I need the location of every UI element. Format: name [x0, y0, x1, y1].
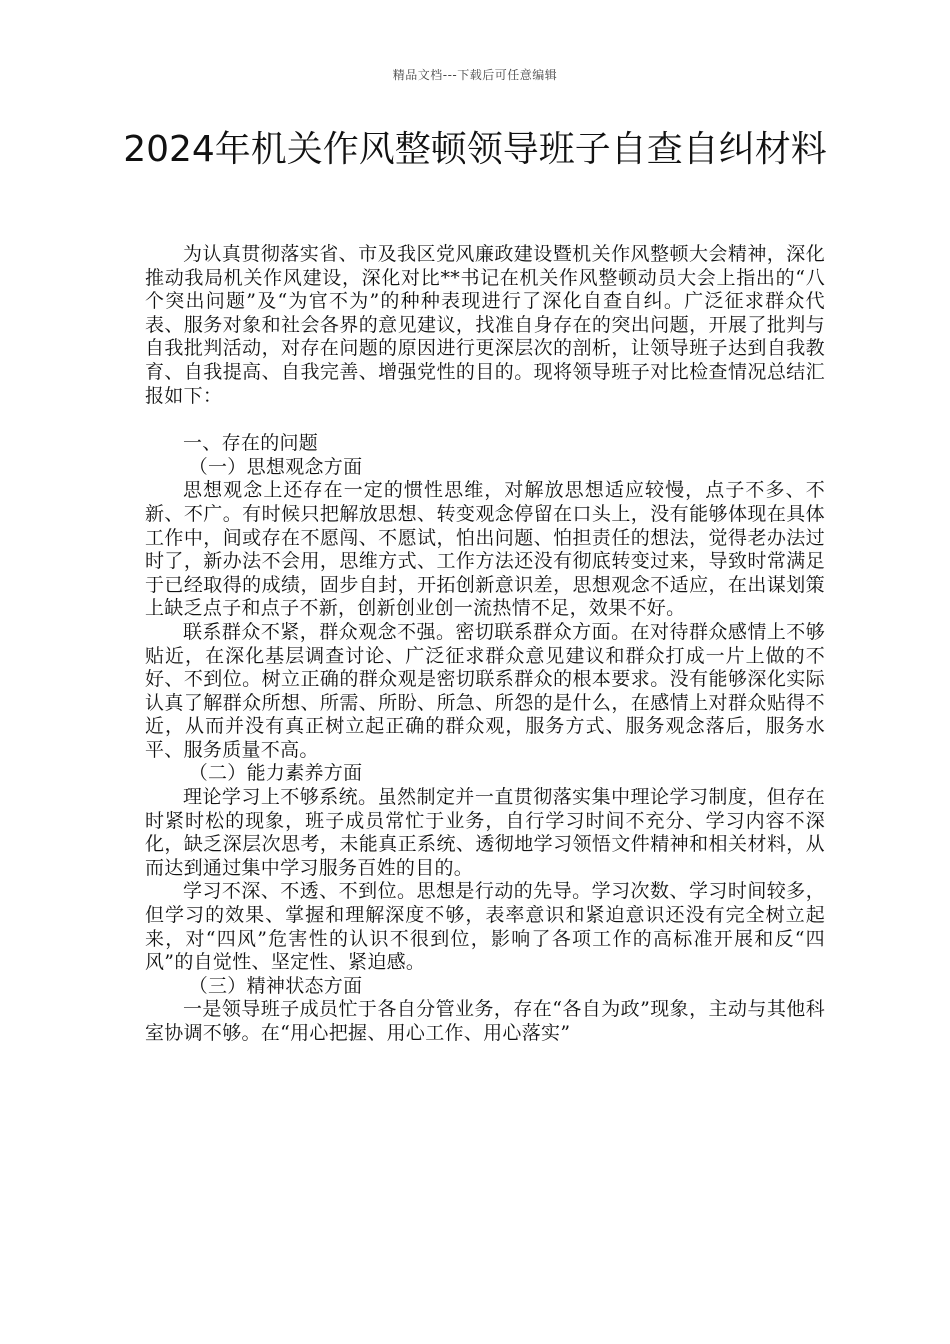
paragraph-ability-2: 学习不深、不透、不到位。思想是行动的先导。学习次数、学习时间较多，但学习的效果、掌握和理解深度不够，表率意识和紧迫意识还没有完全树立起来，对“四风”危害性的认识不很到位，影响了各项工作的高标准开展和反“四风”的自觉性、坚定性、紧迫感。: [145, 880, 825, 974]
document-title: 2024年机关作风整顿领导班子自查自纠材料: [123, 129, 827, 170]
paragraph-thinking-1: 思想观念上还存在一定的惯性思维，对解放思想适应较慢，点子不多、不新、不广。有时候只把解放思想、转变观念停留在口头上，没有能够体现在具体工作中，间或存在不愿闯、不愿试，怕出问题、怕担责任的想法，觉得老办法过时了，新办法不会用，思维方式、工作方法还没有彻底转变过来，导致时常满足于已经取得的成绩，固步自封，开拓创新意识差，思想观念不适应，在出谋划策上缺乏点子和点子不新，创新创业创一流热情不足，效果不好。: [145, 479, 825, 620]
paragraph-spacer: [145, 408, 825, 432]
subsection-heading-spirit: （三）精神状态方面: [188, 974, 363, 997]
page-header-note: 精品文档---下载后可任意编辑: [392, 68, 558, 82]
paragraph-spirit-1: 一是领导班子成员忙于各自分管业务，存在“各自为政”现象，主动与其他科室协调不够。在“用心把握、用心工作、用心落实”: [145, 998, 825, 1044]
paragraph-ability-1: 理论学习上不够系统。虽然制定并一直贯彻落实集中理论学习制度，但存在时紧时松的现象，班子成员常忙于业务，自行学习时间不充分、学习内容不深化，缺乏深层次思考，未能真正系统、透彻地学习领悟文件精神和相关材料，从而达到通过集中学习服务百姓的目的。: [145, 786, 825, 879]
document-body: [145, 243, 825, 1046]
subsection-heading-ability: （二）能力素养方面: [188, 762, 363, 785]
intro-paragraph: 为认真贯彻落实省、市及我区党风廉政建设暨机关作风整顿大会精神，深化推动我局机关作风建设，深化对比**书记在机关作风整顿动员大会上指出的“八个突出问题”及“为官不为”的种种表现进行了深化自查自纠。广泛征求群众代表、服务对象和社会各界的意见建议，找准自身存在的突出问题，开展了批判与自我批判活动，对存在问题的原因进行更深层次的剖析，让领导班子达到自我教育、自我提高、自我完善、增强党性的目的。现将领导班子对比检查情况总结汇报如下：: [145, 243, 825, 407]
section-heading-problems: 一、存在的问题: [183, 432, 319, 455]
subsection-heading-thinking: （一）思想观念方面: [188, 455, 363, 478]
paragraph-thinking-2: 联系群众不紧，群众观念不强。密切联系群众方面。在对待群众感情上不够贴近，在深化基层调查讨论、广泛征求群众意见建议和群众打成一片上做的不好、不到位。树立正确的群众观是密切联系群众的根本要求。没有能够深化实际认真了解群众所想、所需、所盼、所急、所怨的是什么，在感情上对群众贴得不近，从而并没有真正树立起正确的群众观，服务方式、服务观念落后，服务水平、服务质量不高。: [145, 620, 825, 761]
